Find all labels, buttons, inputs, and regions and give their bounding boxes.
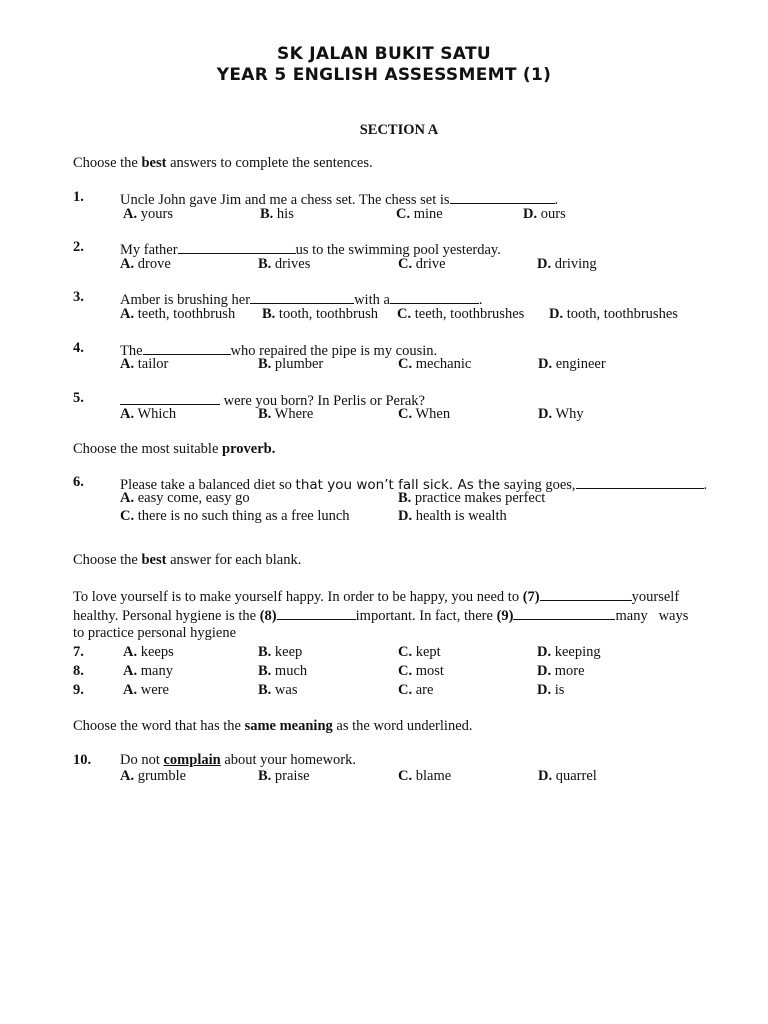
option-a: A. grumble (120, 768, 187, 784)
question-number: 1. (73, 189, 84, 205)
option-c: C. mine (396, 206, 443, 222)
option-b: B. much (258, 663, 308, 679)
option-c: C. kept (398, 644, 441, 660)
question-number: 4. (73, 340, 84, 356)
question-1-text: Uncle John gave Jim and me a chess set. The chess set is . (120, 189, 558, 209)
option-b: B. was (258, 682, 298, 698)
option-b: B. Where (258, 406, 314, 422)
question-number: 6. (73, 474, 84, 490)
question-number: 10. (73, 752, 92, 768)
option-b: B. keep (258, 644, 303, 660)
question-5-text: were you born? In Perlis or Perak? (120, 390, 425, 410)
section-a-title: SECTION A (359, 122, 439, 138)
option-c: C. teeth, toothbrushes (397, 306, 525, 322)
option-c: C. blame (398, 768, 452, 784)
answer-blank (250, 289, 354, 304)
section-a-instruction: Choose the best answers to complete the sentences. (73, 155, 373, 171)
option-b: B. praise (258, 768, 310, 784)
option-d: D. driving (537, 256, 597, 272)
option-d: D. is (537, 682, 565, 698)
option-b: B. his (260, 206, 294, 222)
option-b: B. plumber (258, 356, 324, 372)
answer-blank (540, 586, 632, 601)
question-2-text: My father us to the swimming pool yesterday. (120, 239, 501, 259)
option-a: A. were (123, 682, 169, 698)
option-c: C. When (398, 406, 451, 422)
meaning-instruction: Choose the word that has the same meaning as the word underlined. (73, 718, 473, 734)
option-c: C. drive (398, 256, 446, 272)
question-number: 2. (73, 239, 84, 255)
option-c: C. there is no such thing as a free lunch (120, 508, 350, 524)
option-c: C. most (398, 663, 444, 679)
option-d: D. Why (538, 406, 584, 422)
option-b: B. practice makes perfect (398, 490, 546, 506)
option-a: A. tailor (120, 356, 169, 372)
option-b: B. drives (258, 256, 311, 272)
question-number: 3. (73, 289, 84, 305)
option-a: A. many (123, 663, 173, 679)
answer-blank (390, 289, 479, 304)
underlined-word: complain (163, 752, 221, 768)
answer-blank (120, 390, 220, 405)
answer-blank (576, 474, 704, 489)
answer-blank (450, 189, 555, 204)
question-4-text: The who repaired the pipe is my cousin. (120, 340, 437, 360)
option-d: D. engineer (538, 356, 606, 372)
passage-line-3: to practice personal hygiene (73, 625, 237, 641)
option-d: D. tooth, toothbrushes (549, 306, 678, 322)
school-name: SK JALAN BUKIT SATU (277, 44, 491, 64)
blank-instruction: Choose the best answer for each blank. (73, 552, 302, 568)
question-6-text: Please take a balanced diet so that you won’t fall sick. As the saying goes, . (120, 474, 707, 494)
option-a: A. drove (120, 256, 171, 272)
passage-line-2: healthy. Personal hygiene is the (8) important. In fact, there (9) many ways (73, 605, 688, 625)
option-d: D. ours (523, 206, 566, 222)
option-d: D. health is wealth (398, 508, 507, 524)
option-a: A. yours (123, 206, 173, 222)
option-a: A. Which (120, 406, 177, 422)
answer-blank (513, 605, 615, 620)
passage-line-1: To love yourself is to make yourself happy. In order to be happy, you need to (7) yourself (73, 586, 679, 606)
question-number: 8. (73, 663, 84, 679)
option-d: D. more (537, 663, 585, 679)
option-a: A. teeth, toothbrush (120, 306, 236, 322)
question-number: 7. (73, 644, 84, 660)
option-b: B. tooth, toothbrush (262, 306, 379, 322)
option-d: D. quarrel (538, 768, 597, 784)
option-a: A. easy come, easy go (120, 490, 250, 506)
proverb-instruction: Choose the most suitable proverb. (73, 441, 276, 457)
option-d: D. keeping (537, 644, 601, 660)
option-c: C. are (398, 682, 434, 698)
option-c: C. mechanic (398, 356, 472, 372)
question-number: 5. (73, 390, 84, 406)
answer-blank (143, 340, 231, 355)
question-3-text: Amber is brushing her with a . (120, 289, 483, 309)
option-a: A. keeps (123, 644, 174, 660)
assessment-title: YEAR 5 ENGLISH ASSESSMEMT (1) (216, 65, 552, 85)
answer-blank (178, 239, 296, 254)
answer-blank (277, 605, 356, 620)
question-10-text: Do not complain about your homework. (120, 752, 357, 768)
question-number: 9. (73, 682, 84, 698)
